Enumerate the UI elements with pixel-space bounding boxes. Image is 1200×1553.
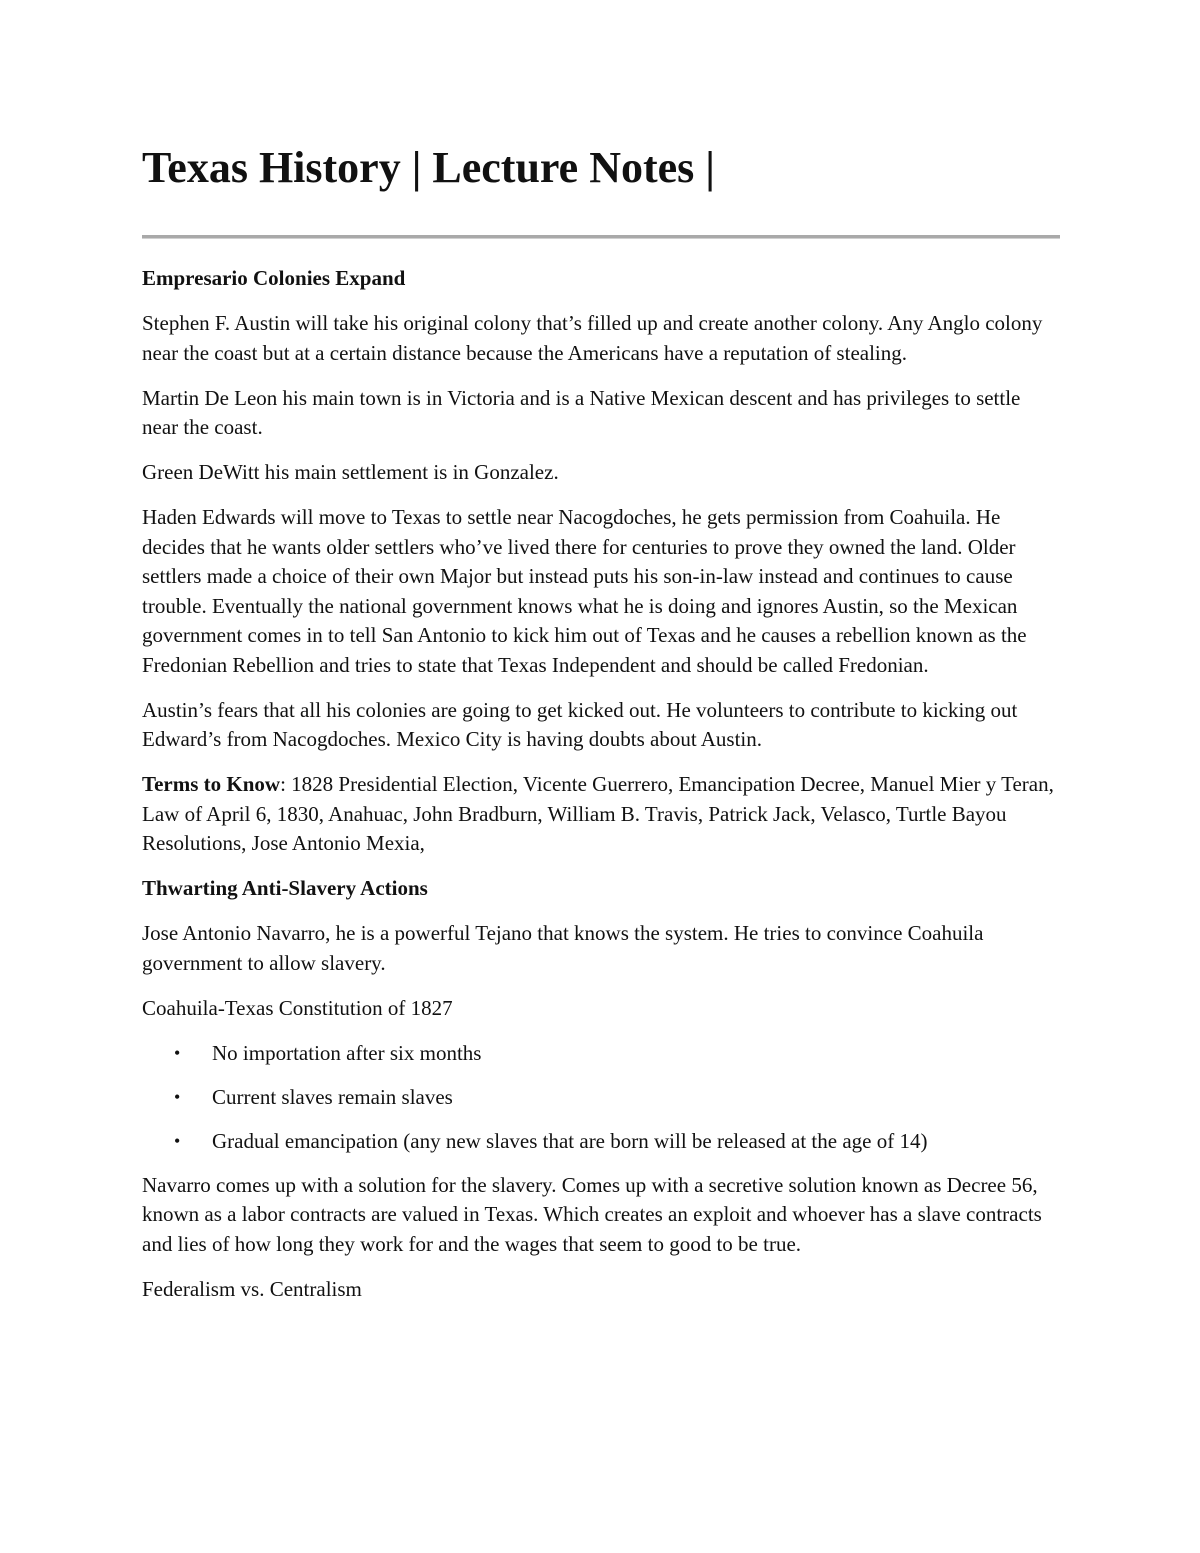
paragraph-dewitt: Green DeWitt his main settlement is in Gonzalez. (142, 460, 559, 484)
list-item-text: No importation after six months (212, 1040, 482, 1065)
paragraph-federalism: Federalism vs. Centralism (142, 1276, 362, 1301)
paragraph-haden-edwards: Haden Edwards will move to Texas to settle near Nacogdoches, he gets permission from Coahuila. He decides that he wants older settlers who’ve lived there for centuries to prove they owned the land. Older settlers made a choice of their own Major but instead puts his son-in-law instead and continues to cause trouble. Eventually the national government knows what he is doing and ignores Austin, so the Mexican government comes in to tell San Antonio to kick him out of Texas and he causes a rebellion known as the Fredonian Rebellion and tries to state that Texas Independent and should be called Fredonian. (142, 505, 1027, 677)
page-title: Texas History | Lecture Notes | (142, 143, 715, 192)
list-item (142, 1039, 1060, 1069)
section-heading-anti-slavery: Thwarting Anti-Slavery Actions (142, 876, 428, 900)
document-body (142, 264, 1060, 1320)
list-item (142, 1083, 1060, 1113)
terms-to-know (142, 770, 1060, 859)
bullet-icon: • (174, 1086, 181, 1107)
paragraph-austin-fears: Austin’s fears that all his colonies are going to get kicked out. He volunteers to contribute to kicking out Edward’s from Nacogdoches. Mexico City is having doubts about Austin. (142, 697, 1018, 751)
title-divider (142, 235, 1060, 239)
terms-list: : 1828 Presidential Election, Vicente Guerrero, Emancipation Decree, Manuel Mier y Teran, Law of April 6, 1830, Anahuac, John Bradburn, William B. Travis, Patrick Jack, Velasco, Turtle Bayou Resolutions, Jose Antonio Mexia, (142, 772, 1054, 855)
list-item-text: Current slaves remain slaves (212, 1084, 453, 1109)
list-item-text: Gradual emancipation (any new slaves that are born will be released at the age of 14) (212, 1128, 928, 1153)
constitution-list (142, 1039, 1060, 1157)
terms-label: Terms to Know (142, 772, 281, 796)
paragraph-navarro: Jose Antonio Navarro, he is a powerful Tejano that knows the system. He tries to convince Coahuila government to allow slavery. (142, 921, 984, 975)
paragraph-decree-56: Navarro comes up with a solution for the slavery. Comes up with a secretive solution known as Decree 56, known as a labor contracts are valued in Texas. Which creates an exploit and whoever has a slave contracts and lies of how long they work for and the wages that seem to good to be true. (142, 1172, 1042, 1256)
list-item (142, 1127, 1060, 1157)
paragraph-austin-colony: Stephen F. Austin will take his original colony that’s filled up and create another colony. Any Anglo colony near the coast but at a certain distance because the Americans have a reputation of stealing. (142, 311, 1043, 365)
paragraph-constitution: Coahuila-Texas Constitution of 1827 (142, 995, 453, 1020)
paragraph-de-leon: Martin De Leon his main town is in Victoria and is a Native Mexican descent and has privileges to settle near the coast. (142, 385, 1021, 439)
section-heading-empresario: Empresario Colonies Expand (142, 266, 406, 290)
bullet-icon: • (174, 1042, 181, 1063)
bullet-icon: • (174, 1130, 181, 1151)
